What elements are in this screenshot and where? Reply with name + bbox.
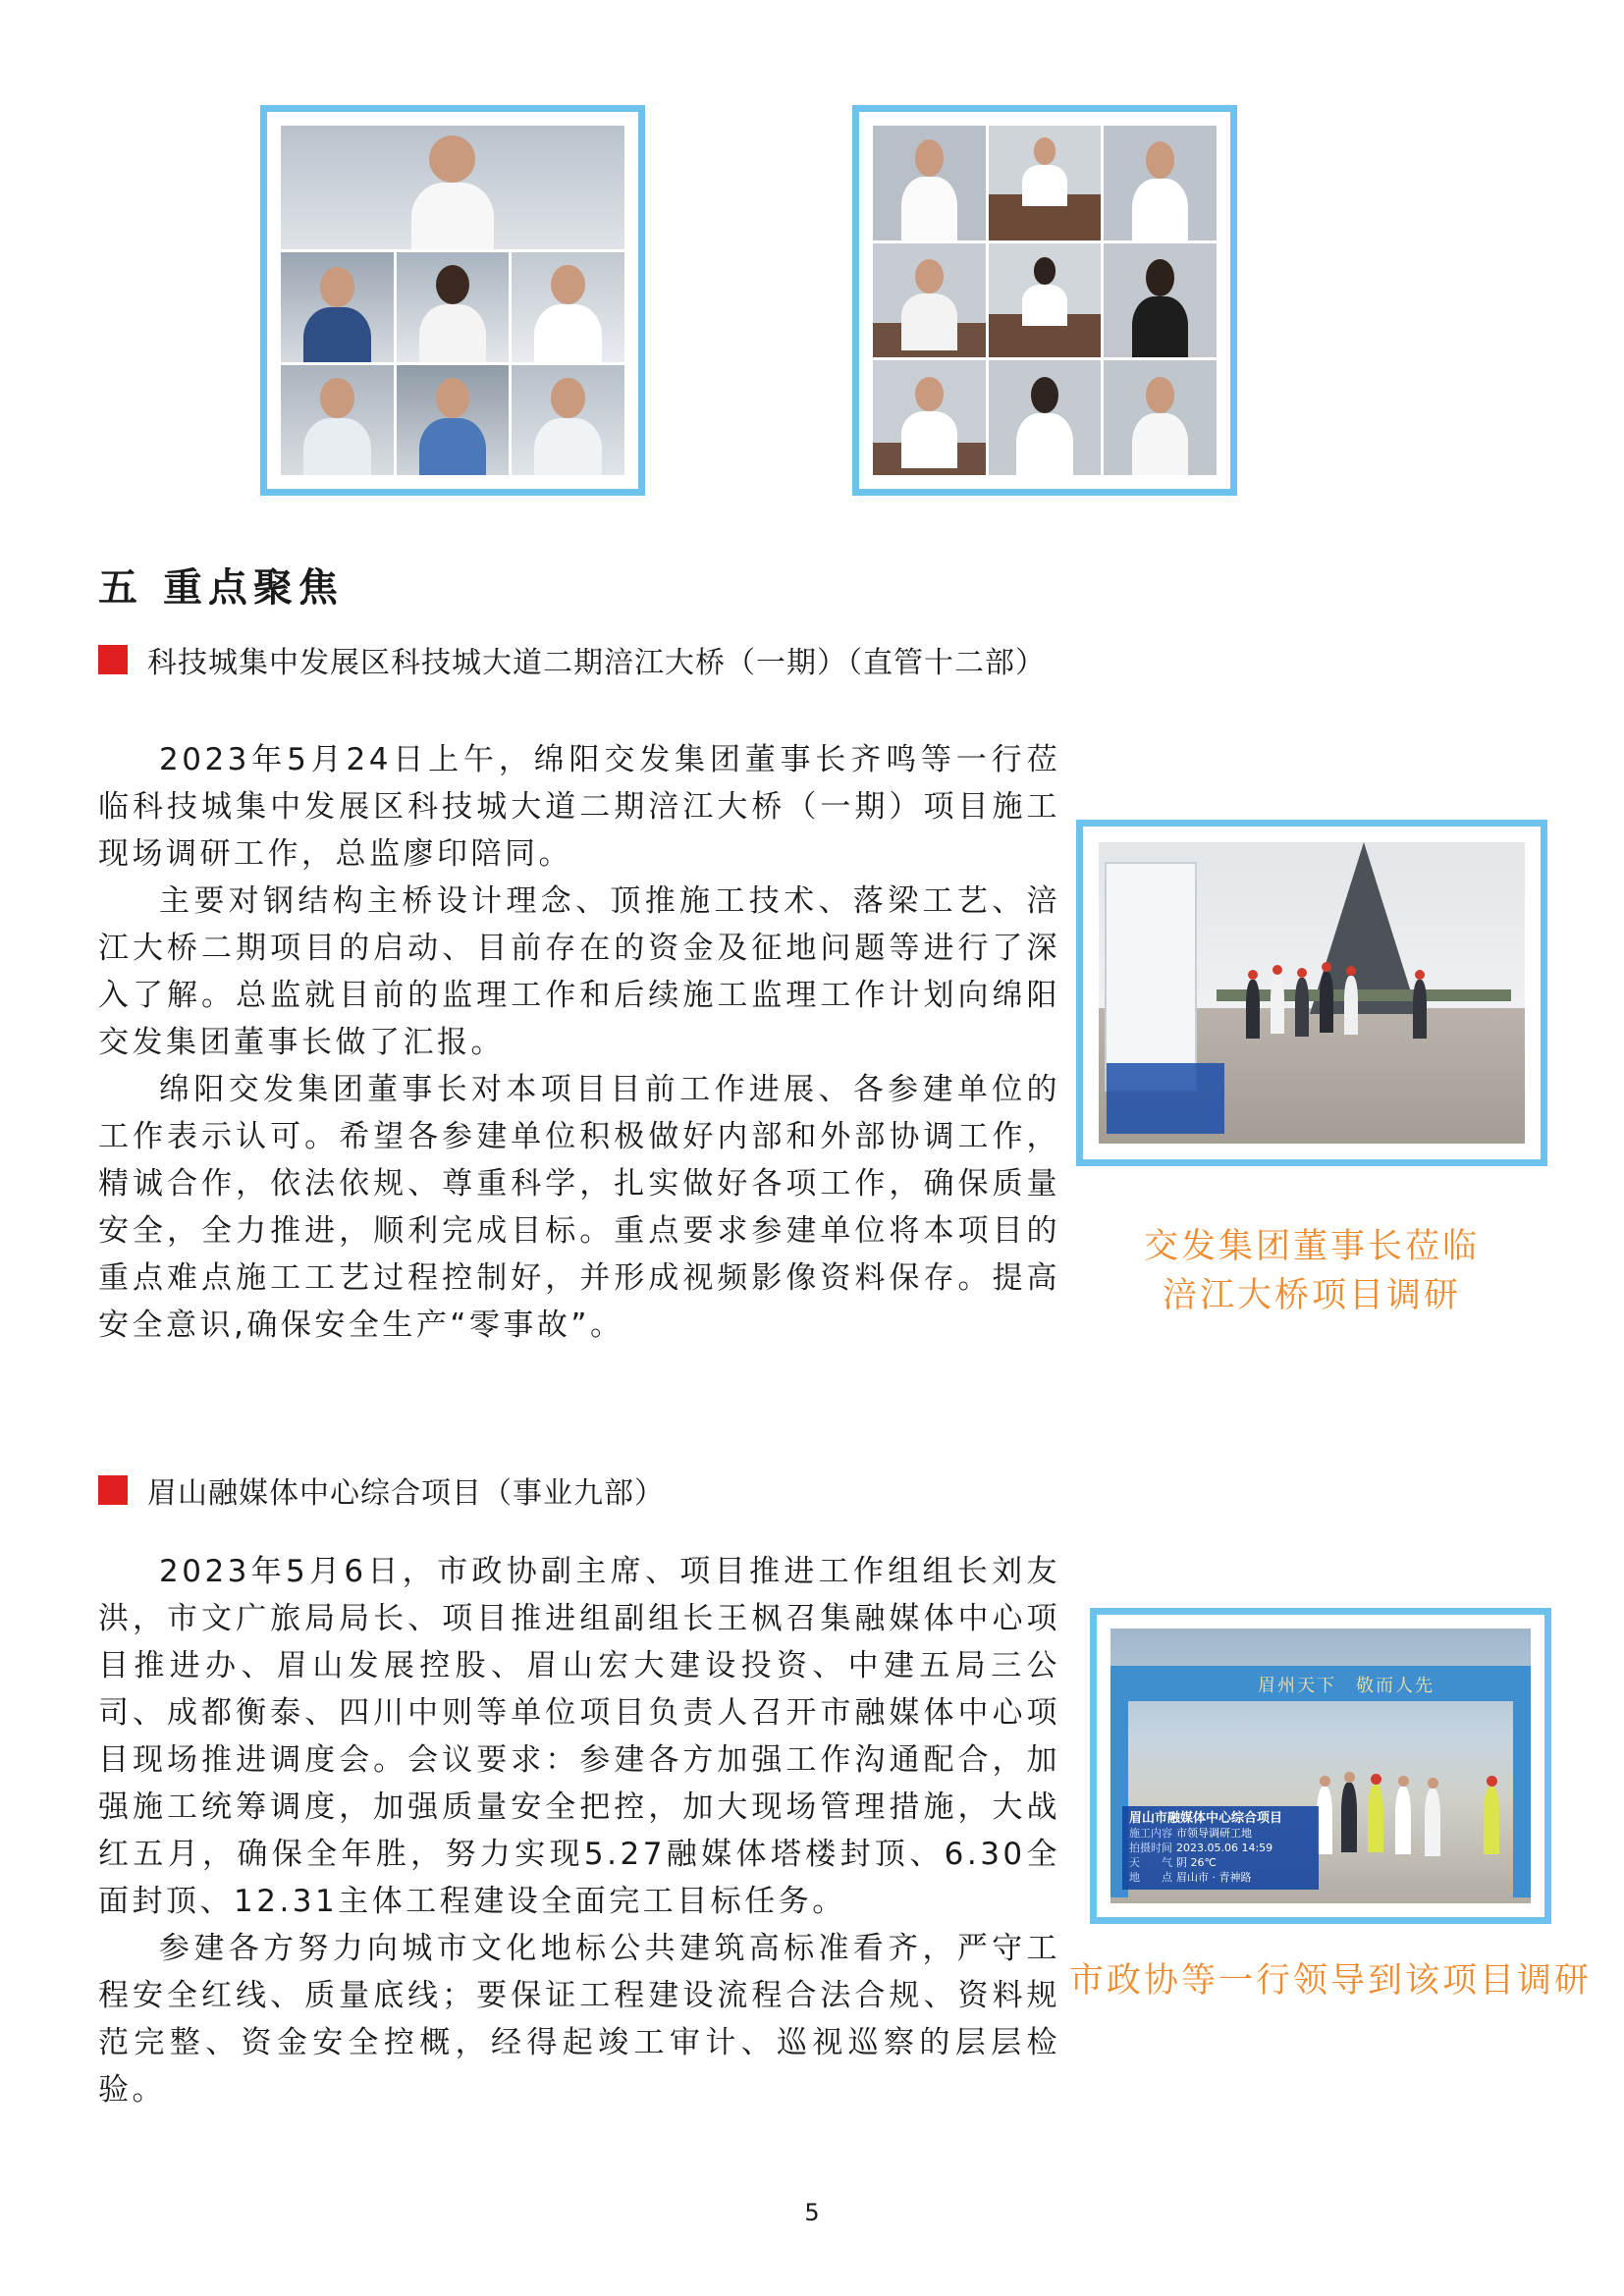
project2-article	[98, 1548, 1060, 2113]
media-center-site-image	[1110, 1629, 1531, 1903]
photo-info-card	[1122, 1806, 1319, 1890]
meeting-collage-photo-left	[260, 105, 645, 496]
collage-cell-speaker	[281, 126, 624, 249]
project1-paragraph: 主要对钢结构主桥设计理念、顶推施工技术、落梁工艺、涪江大桥二期项目的启动、目前存在的资金及征地问题等进行了深入了解。总监就目前的监理工作和后续施工监理工作计划向绵阳交发集团董事长做了汇报。	[98, 883, 1060, 1060]
section-number: 五	[98, 565, 143, 611]
collage-cell-7	[512, 365, 624, 475]
project1-paragraph: 2023年5月24日上午，绵阳交发集团董事长齐鸣等一行莅临科技城集中发展区科技城大道二期涪江大桥（一期）项目施工现场调研工作，总监廖印陪同。	[98, 742, 1060, 872]
photo-info-title: 眉山市融媒体中心综合项目	[1129, 1811, 1283, 1826]
media-center-site-photo	[1090, 1608, 1551, 1924]
project2-paragraph: 参建各方努力向城市文化地标公共建筑高标准看齐，严守工程安全红线、质量底线；要保证工程建设流程合法合规、资料规范完整、资金安全控概，经得起竣工审计、巡视巡察的层层检验。	[98, 1931, 1060, 2108]
entrance-gate-banner	[1110, 1666, 1531, 1701]
bridge-site-photo	[1076, 820, 1547, 1166]
bridge-site-image	[1099, 842, 1525, 1144]
project1-caption	[1076, 1222, 1547, 1320]
project2-paragraph: 2023年5月6日，市政协副主席、项目推进工作组组长刘友洪，市文广旅局局长、项目推进组副组长王枫召集融媒体中心项目推进办、眉山发展控股、眉山宏大建设投资、中建五局三公司、成都衡泰、四川中则等单位项目负责人召开市融媒体中心项目现场推进调度会。会议要求：参建各方加强工作沟通配合，加强施工统筹调度，加强质量安全把控，加大现场管理措施，大战红五月，确保全年胜，努力实现5.27融媒体塔楼封顶、6.30全面封顶、12.31主体工程建设全面完工目标任务。	[98, 1554, 1060, 1919]
collage-cell-r2	[989, 126, 1102, 240]
collage-cell-r1	[873, 126, 986, 240]
red-square-marker	[98, 645, 128, 674]
photo-watermark-card	[1107, 1063, 1224, 1134]
photo-info-row: 拍摄时间 2023.05.06 14:59	[1129, 1842, 1273, 1854]
collage-image-right	[873, 126, 1217, 475]
collage-cell-r9	[1104, 360, 1217, 475]
project1-paragraph: 绵阳交发集团董事长对本项目目前工作进展、各参建单位的工作表示认可。希望各参建单位积极做好内部和外部协调工作，精诚合作，依法依规、尊重科学，扎实做好各项工作，确保质量安全，全力推进，顺利完成目标。重点要求参建单位将本项目的重点难点施工工艺过程控制好，并形成视频影像资料保存。提高安全意识,确保安全生产“零事故”。	[98, 1072, 1060, 1343]
collage-cell-r5	[989, 243, 1102, 358]
page-number: 5	[804, 2199, 820, 2226]
collage-cell-4	[512, 252, 624, 362]
meeting-collage-photo-right	[852, 105, 1237, 496]
collage-cell-r6	[1104, 243, 1217, 358]
project1-article	[98, 736, 1060, 1349]
collage-cell-5	[281, 365, 394, 475]
collage-cell-2	[281, 252, 394, 362]
project1-heading-text: 科技城集中发展区科技城大道二期涪江大桥（一期）（直管十二部）	[147, 646, 1046, 680]
collage-cell-3	[397, 252, 510, 362]
project2-caption: 市政协等一行领导到该项目调研	[1068, 1961, 1592, 2001]
collage-cell-r8	[989, 360, 1102, 475]
photo-info-row: 天 气 阴 26℃	[1129, 1856, 1217, 1869]
section-title: 重点聚焦	[162, 565, 344, 611]
section-heading	[98, 557, 344, 613]
project1-heading	[98, 638, 1046, 681]
collage-cell-r7	[873, 360, 986, 475]
photo-info-row: 地 点 眉山市 · 青神路	[1129, 1871, 1252, 1884]
collage-cell-r4	[873, 243, 986, 358]
project2-heading	[98, 1468, 665, 1512]
collage-cell-r3	[1104, 126, 1217, 240]
project2-heading-text: 眉山融媒体中心综合项目（事业九部）	[147, 1476, 665, 1511]
caption-line: 交发集团董事长莅临	[1143, 1227, 1480, 1266]
collage-image-left	[281, 126, 624, 475]
gate-signboard-text: 眉州天下 敬而人先	[1258, 1676, 1435, 1696]
photo-info-row: 施工内容 市领导调研工地	[1129, 1827, 1252, 1840]
project-billboard	[1105, 862, 1197, 1092]
caption-line: 涪江大桥项目调研	[1162, 1276, 1461, 1315]
collage-cell-6	[397, 365, 510, 475]
red-square-marker	[98, 1475, 128, 1505]
